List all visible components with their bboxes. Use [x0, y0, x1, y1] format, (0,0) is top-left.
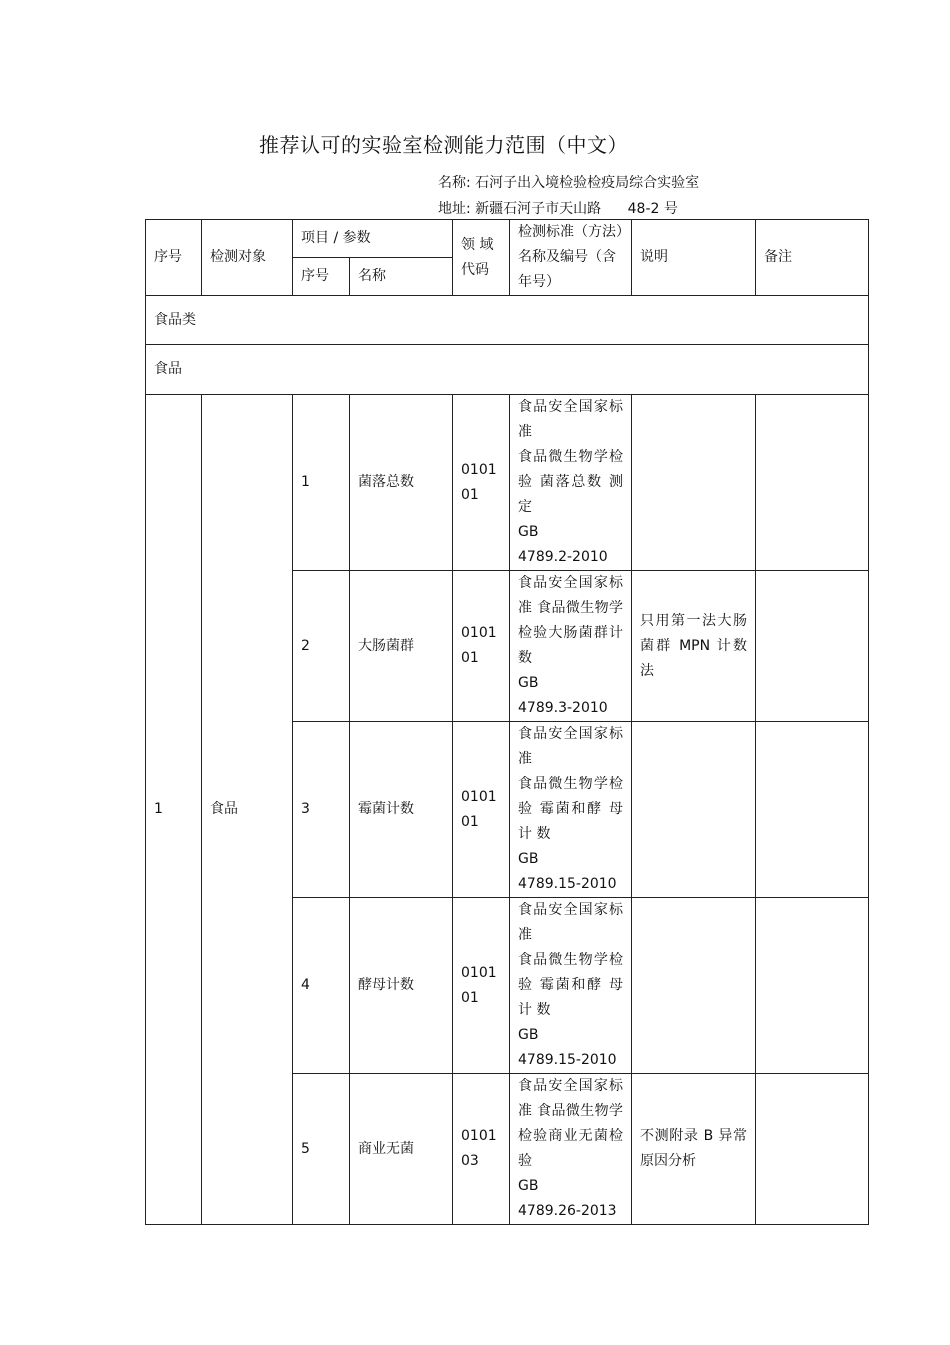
row-desc — [632, 722, 756, 898]
row-name: 酵母计数 — [350, 898, 453, 1074]
std-line: GB — [518, 1178, 539, 1194]
row-code: 0101 03 — [453, 1074, 510, 1225]
row-code: 0101 01 — [453, 395, 510, 571]
row-standard — [510, 395, 632, 571]
row-name: 商业无菌 — [350, 1074, 453, 1225]
row-seq: 3 — [293, 722, 350, 898]
row-seq: 1 — [293, 395, 350, 571]
header-standard: 检测标准（方法）名称及编号（含年号） — [510, 220, 632, 296]
row-name: 霉菌计数 — [350, 722, 453, 898]
row-desc — [632, 395, 756, 571]
group-seq: 1 — [146, 395, 202, 1225]
lab-address-label: 地址: — [438, 201, 471, 217]
std-line: GB — [518, 851, 539, 867]
category-row: 食品类 — [146, 296, 869, 345]
row-remark — [756, 898, 869, 1074]
std-line: 食品微生物学检验 菌落总数 测 定 — [518, 449, 623, 515]
lab-address-line — [438, 198, 678, 218]
header-remark: 备注 — [756, 220, 869, 296]
std-line: 食品安全国家标准 食品微生物学检验大肠菌群计数 — [518, 575, 623, 666]
row-desc — [632, 898, 756, 1074]
header-item-name: 名称 — [350, 258, 453, 296]
std-line: 4789.3-2010 — [518, 700, 608, 716]
row-standard — [510, 1074, 632, 1225]
row-seq: 5 — [293, 1074, 350, 1225]
header-item-param: 项目 / 参数 — [293, 220, 453, 258]
row-seq: 2 — [293, 571, 350, 722]
std-line: GB — [518, 1027, 539, 1043]
row-code: 0101 01 — [453, 722, 510, 898]
std-line: GB — [518, 675, 539, 691]
header-seq: 序号 — [146, 220, 202, 296]
lab-name-label: 名称: — [438, 175, 471, 191]
std-line: 4789.26-2013 — [518, 1203, 617, 1219]
row-code: 0101 01 — [453, 898, 510, 1074]
row-remark — [756, 722, 869, 898]
row-desc: 只用第一法大肠菌群 MPN 计数法 — [632, 571, 756, 722]
header-field-code: 领 域 代码 — [453, 220, 510, 296]
group-object: 食品 — [202, 395, 293, 1225]
lab-address-number: 48-2 号 — [627, 201, 678, 217]
row-remark — [756, 395, 869, 571]
row-name: 大肠菌群 — [350, 571, 453, 722]
lab-name-value: 石河子出入境检验检疫局综合实验室 — [475, 175, 700, 191]
std-line: 4789.15-2010 — [518, 1052, 617, 1068]
std-line: 4789.15-2010 — [518, 876, 617, 892]
row-standard — [510, 898, 632, 1074]
page-title: 推荐认可的实验室检测能力范围（中文） — [259, 133, 628, 157]
std-line: GB — [518, 524, 539, 540]
std-line: 食品安全国家标准 — [518, 902, 623, 943]
std-line: 食品安全国家标准 — [518, 399, 623, 440]
row-name: 菌落总数 — [350, 395, 453, 571]
row-standard — [510, 722, 632, 898]
table-row — [146, 395, 869, 571]
capability-table — [145, 219, 869, 1225]
row-remark — [756, 1074, 869, 1225]
row-remark — [756, 571, 869, 722]
row-desc: 不测附录 B 异常原因分析 — [632, 1074, 756, 1225]
std-line: 4789.2-2010 — [518, 549, 608, 565]
std-line: 食品微生物学检验 霉菌和酵 母 计 数 — [518, 776, 623, 842]
std-line: 食品微生物学检验 霉菌和酵 母 计 数 — [518, 952, 623, 1018]
std-line: 食品安全国家标准 食品微生物学检验商业无菌检验 — [518, 1078, 623, 1169]
lab-address-value: 新疆石河子市天山路 — [475, 201, 602, 217]
header-object: 检测对象 — [202, 220, 293, 296]
lab-name-line — [438, 172, 699, 192]
header-item-seq: 序号 — [293, 258, 350, 296]
row-standard — [510, 571, 632, 722]
std-line: 食品安全国家标准 — [518, 726, 623, 767]
row-code: 0101 01 — [453, 571, 510, 722]
row-seq: 4 — [293, 898, 350, 1074]
header-desc: 说明 — [632, 220, 756, 296]
subcategory-row: 食品 — [146, 345, 869, 395]
